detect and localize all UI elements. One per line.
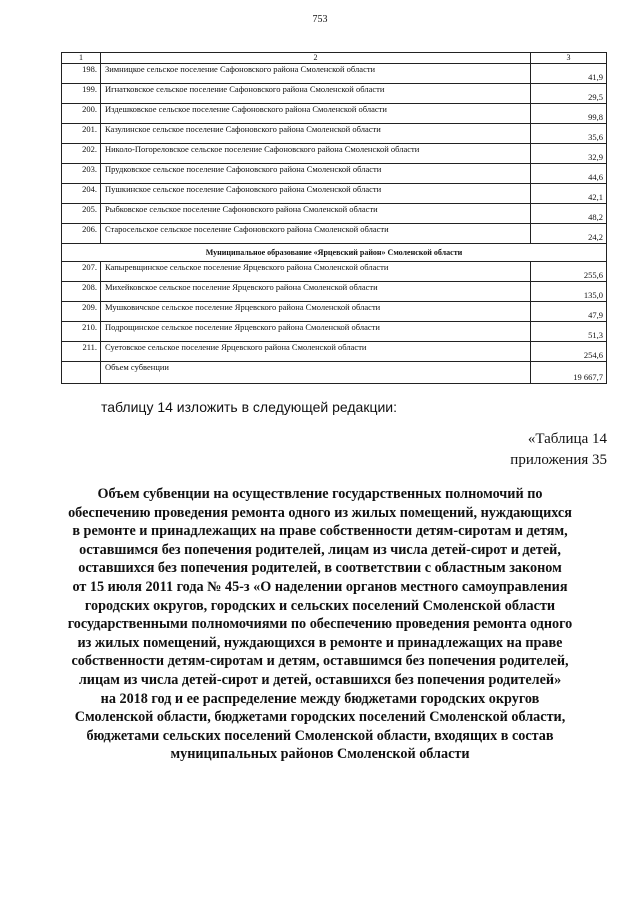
total-label: Объем субвенции (101, 362, 531, 384)
row-number: 198. (62, 64, 101, 84)
title-line: муниципальных районов Смоленской области (170, 746, 470, 763)
row-name: Пушкинское сельское поселение Сафоновского района Смоленской области (101, 184, 531, 204)
title-line: государственными полномочиями по обеспечению проведения ремонта одного (67, 616, 573, 633)
row-name: Капыревщинское сельское поселение Ярцевского района Смоленской области (101, 262, 531, 282)
title-line: от 15 июля 2011 года № 45-з «О наделении органов местного самоуправления (72, 578, 568, 595)
row-number: 206. (62, 224, 101, 244)
table-header-row (62, 53, 607, 64)
table-reference-line-1: «Таблица 14 (527, 431, 607, 447)
table-row (62, 184, 607, 204)
total-empty-cell (62, 362, 101, 384)
table-row (62, 224, 607, 244)
document-title (30, 485, 610, 764)
row-value: 42,1 (531, 184, 607, 204)
row-number: 199. (62, 84, 101, 104)
row-number: 208. (62, 282, 101, 302)
row-name: Старосельское сельское поселение Сафоновского района Смоленской области (101, 224, 531, 244)
table-row (62, 322, 607, 342)
row-value: 29,5 (531, 84, 607, 104)
header-col-2: 2 (101, 53, 531, 64)
row-number: 202. (62, 144, 101, 164)
row-number: 209. (62, 302, 101, 322)
subvention-table (61, 52, 607, 384)
row-number: 210. (62, 322, 101, 342)
title-line: Смоленской области, бюджетами городских поселений Смоленской области, (74, 709, 566, 726)
page-number: 753 (312, 14, 328, 25)
title-line: оставшимся без попечения родителей, лицам из числа детей-сирот и детей, (79, 541, 561, 558)
row-number: 207. (62, 262, 101, 282)
title-line: на 2018 год и ее распределение между бюджетами городских округов (100, 690, 540, 707)
title-line: собственности детям-сиротам и детям, оставшимся без попечения родителей, (71, 653, 569, 670)
title-line: обеспечению проведения ремонта одного из жилых помещений, нуждающихся (68, 504, 572, 521)
header-col-3: 3 (531, 53, 607, 64)
row-name: Издешковское сельское поселение Сафоновского района Смоленской области (101, 104, 531, 124)
section-row (62, 244, 607, 262)
title-line: бюджетами сельских поселений Смоленской области, входящих в состав (86, 727, 554, 744)
row-value: 35,6 (531, 124, 607, 144)
row-name: Зимницкое сельское поселение Сафоновского района Смоленской области (101, 64, 531, 84)
total-value: 19 667,7 (531, 362, 607, 384)
table-reference-line-2: приложения 35 (510, 452, 607, 468)
table-row (62, 342, 607, 362)
title-line: Объем субвенции на осуществление государственных полномочий по (97, 486, 543, 502)
row-value: 51,3 (531, 322, 607, 342)
table-row (62, 204, 607, 224)
row-value: 48,2 (531, 204, 607, 224)
row-name: Рыбковское сельское поселение Сафоновского района Смоленской области (101, 204, 531, 224)
total-row (62, 362, 607, 384)
table-row (62, 262, 607, 282)
table-row (62, 124, 607, 144)
row-number: 200. (62, 104, 101, 124)
section-title: Муниципальное образование «Ярцевский район» Смоленской области (62, 244, 607, 262)
title-line: оставшихся без попечения родителей, в соответствии с областным законом (78, 560, 562, 577)
row-value: 254,6 (531, 342, 607, 362)
title-line: в ремонте и принадлежащих на праве собственности детям-сиротам и детям, (72, 523, 568, 540)
row-value: 47,9 (531, 302, 607, 322)
row-name: Прудковское сельское поселение Сафоновского района Смоленской области (101, 164, 531, 184)
row-name: Казулинское сельское поселение Сафоновского района Смоленской области (101, 124, 531, 144)
row-name: Михейковское сельское поселение Ярцевского района Смоленской области (101, 282, 531, 302)
header-col-1: 1 (62, 53, 101, 64)
title-line: городских округов, городских и сельских поселений Смоленской области (84, 597, 556, 614)
intro-text: таблицу 14 изложить в следующей редакции: (101, 399, 398, 415)
row-name: Подрощинское сельское поселение Ярцевского района Смоленской области (101, 322, 531, 342)
table-row (62, 84, 607, 104)
table-row (62, 302, 607, 322)
row-name: Николо-Погореловское сельское поселение Сафоновского района Смоленской области (101, 144, 531, 164)
title-line: лицам из числа детей-сирот и детей, оставшихся без попечения родителей» (78, 671, 562, 688)
row-number: 205. (62, 204, 101, 224)
title-line: из жилых помещений, нуждающихся в ремонте и принадлежащих на праве (77, 634, 563, 651)
row-value: 41,9 (531, 64, 607, 84)
row-number: 203. (62, 164, 101, 184)
row-value: 24,2 (531, 224, 607, 244)
table-row (62, 144, 607, 164)
row-name: Мушковичское сельское поселение Ярцевского района Смоленской области (101, 302, 531, 322)
row-value: 99,8 (531, 104, 607, 124)
table-row (62, 164, 607, 184)
row-name: Игнатковское сельское поселение Сафоновского района Смоленской области (101, 84, 531, 104)
table-row (62, 64, 607, 84)
table-row (62, 104, 607, 124)
row-name: Суетовское сельское поселение Ярцевского района Смоленской области (101, 342, 531, 362)
table-row (62, 282, 607, 302)
row-number: 211. (62, 342, 101, 362)
row-value: 255,6 (531, 262, 607, 282)
row-number: 201. (62, 124, 101, 144)
row-value: 32,9 (531, 144, 607, 164)
row-value: 44,6 (531, 164, 607, 184)
row-number: 204. (62, 184, 101, 204)
row-value: 135,0 (531, 282, 607, 302)
